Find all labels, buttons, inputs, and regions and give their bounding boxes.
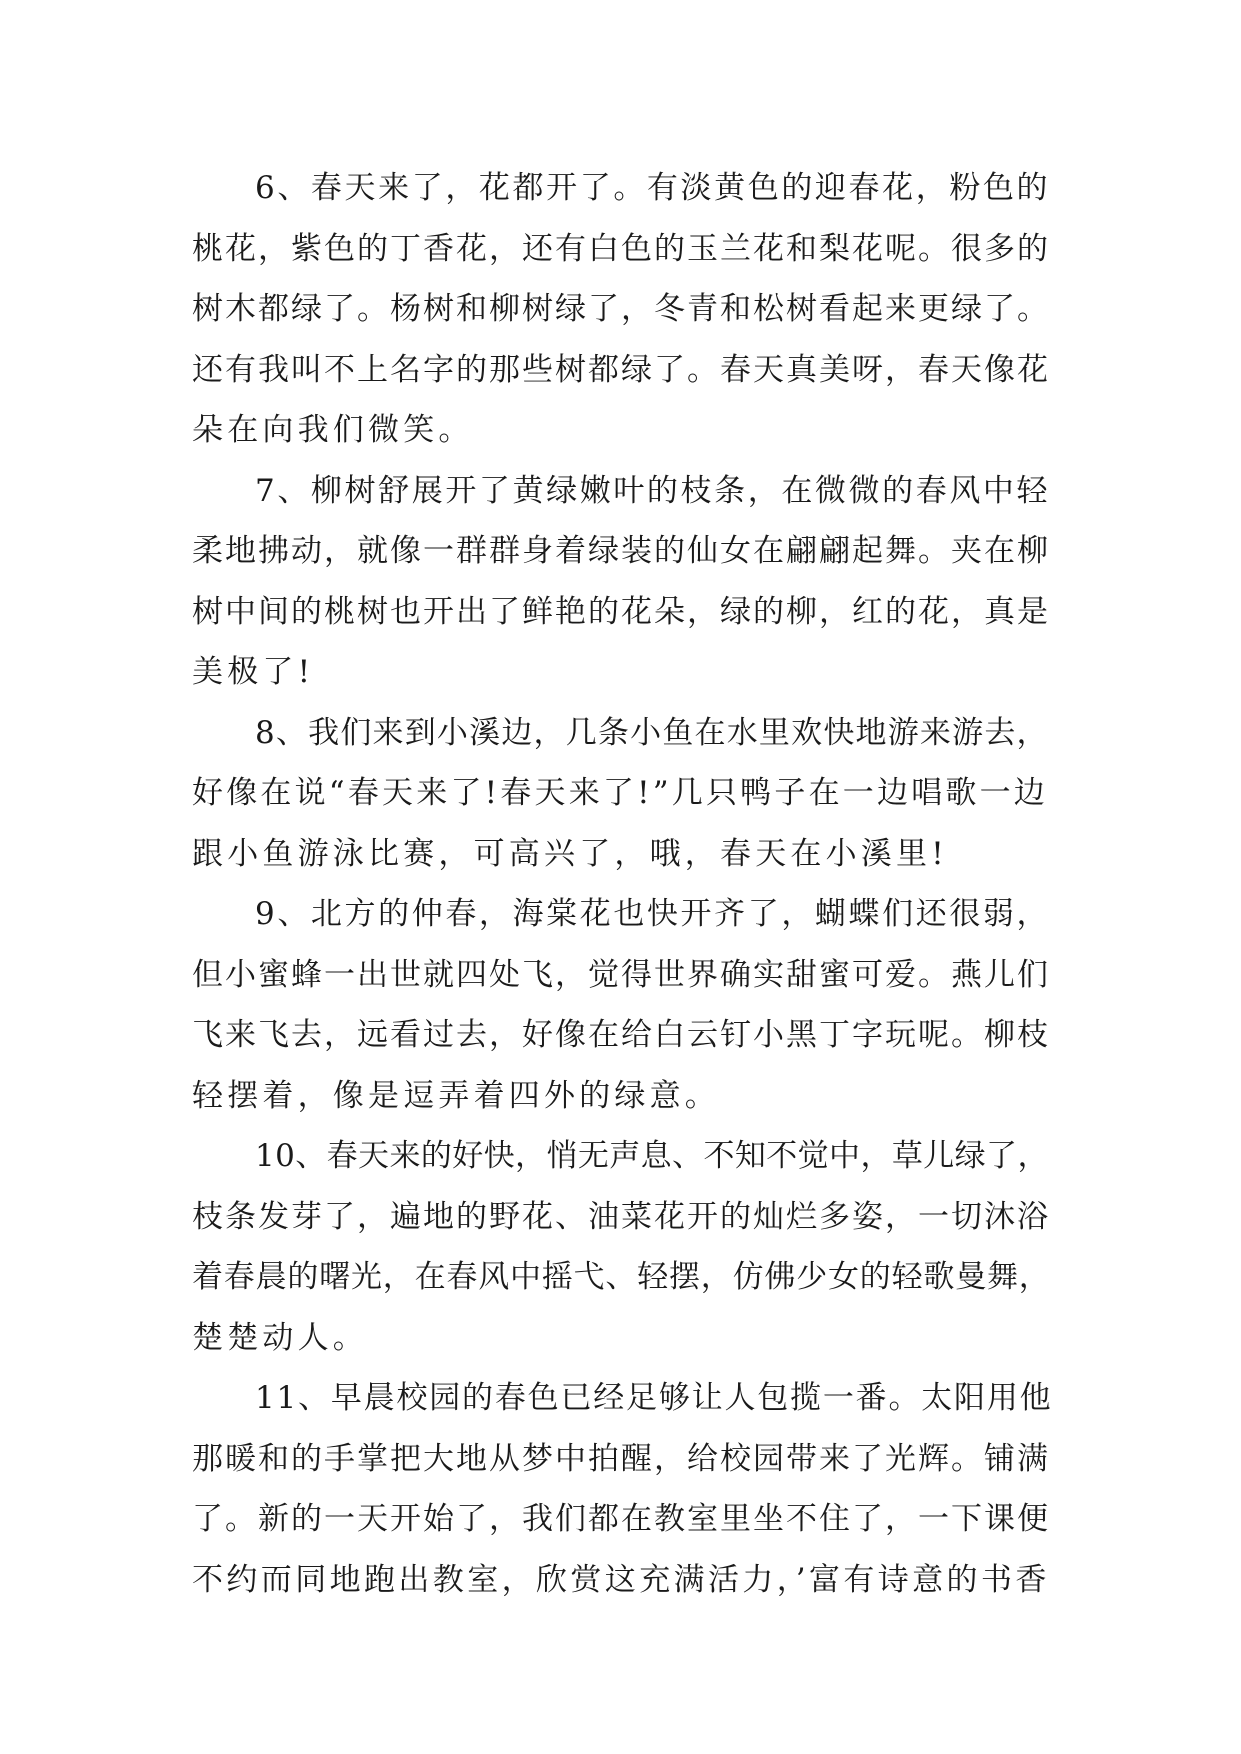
paragraph-line: 10、春天来的好快，悄无声息、不知不觉中，草儿绿了， xyxy=(255,1138,1049,1174)
paragraph-10 xyxy=(192,1126,1052,1368)
paragraph-line: 还有我叫不上名字的那些树都绿了。春天真美呀，春天像花 xyxy=(192,351,1050,388)
paragraph-line: 但小蜜蜂一出世就四处飞，觉得世界确实甜蜜可爱。燕儿们 xyxy=(192,956,1050,993)
paragraph-11 xyxy=(192,1368,1052,1610)
paragraph-line: 朵在向我们微笑。 xyxy=(192,412,474,448)
paragraph-line: 7、柳树舒展开了黄绿嫩叶的枝条，在微微的春风中轻 xyxy=(255,472,1051,509)
paragraph-line: 柔地拂动，就像一群群身着绿装的仙女在翩翩起舞。夹在柳 xyxy=(192,533,1050,569)
document-body xyxy=(192,158,1052,1610)
paragraph-line: 树中间的桃树也开出了鲜艳的花朵，绿的柳，红的花，真是 xyxy=(192,593,1050,630)
paragraph-line: 树木都绿了。杨树和柳树绿了，冬青和松树看起来更绿了。 xyxy=(192,291,1050,327)
paragraph-line: 11、早晨校园的春色已经足够让人包揽一番。太阳用他 xyxy=(255,1380,1053,1416)
paragraph-line: 8、我们来到小溪边，几条小鱼在水里欢快地游来游去， xyxy=(255,714,1049,751)
paragraph-line: 不约而同地跑出教室，欣赏这充满活力，’富有诗意的书香 xyxy=(192,1561,1050,1598)
paragraph-line: 着春晨的曙光，在春风中摇弋、轻摆，仿佛少女的轻歌曼舞， xyxy=(192,1259,1051,1295)
paragraph-line: 好像在说“春天来了!春天来了!”几只鸭子在一边唱歌一边 xyxy=(192,775,1049,811)
paragraph-line: 6、春天来了，花都开了。有淡黄色的迎春花，粉色的 xyxy=(255,170,1051,206)
paragraph-line: 那暖和的手掌把大地从梦中拍醒，给校园带来了光辉。铺满 xyxy=(192,1440,1050,1477)
paragraph-line: 美极了! xyxy=(192,654,315,690)
paragraph-line: 楚楚动人。 xyxy=(192,1319,368,1356)
paragraph-9 xyxy=(192,884,1052,1126)
paragraph-line: 了。新的一天开始了，我们都在教室里坐不住了，一下课便 xyxy=(192,1501,1050,1537)
paragraph-6 xyxy=(192,158,1052,461)
paragraph-line: 飞来飞去，远看过去，好像在给白云钉小黑丁字玩呢。柳枝 xyxy=(192,1017,1050,1053)
paragraph-line: 9、北方的仲春，海棠花也快开齐了，蝴蝶们还很弱， xyxy=(255,896,1051,932)
paragraph-8 xyxy=(192,703,1052,885)
paragraph-line: 跟小鱼游泳比赛，可高兴了，哦，春天在小溪里! xyxy=(192,835,948,872)
paragraph-line: 枝条发芽了，遍地的野花、油菜花开的灿烂多姿，一切沐浴 xyxy=(192,1198,1050,1235)
paragraph-7 xyxy=(192,461,1052,703)
paragraph-line: 轻摆着，像是逗弄着四外的绿意。 xyxy=(192,1077,720,1114)
paragraph-line: 桃花，紫色的丁香花，还有白色的玉兰花和梨花呢。很多的 xyxy=(192,230,1050,267)
